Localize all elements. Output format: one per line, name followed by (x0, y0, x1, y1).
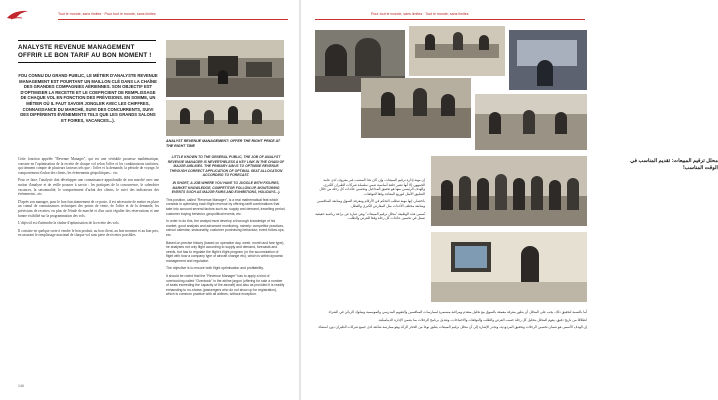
left-page (0, 0, 299, 400)
page-number: 146 (18, 384, 24, 388)
collage-photo-4 (361, 78, 471, 138)
english-lead: LITTLE KNOWN TO THE GENERAL PUBLIC, THE JOB OF ANALYST REVENUE MANAGER IS NEVERTHELESS A KEY LINK IN THE CHAIN OF MAJOR AIRLINES. THE PRIMARY AIM IS TO OPTIMISE REVENUE THROUGH CORRECT APPLICATION OF OPTIMAL SEAT ALLOCATION ACCORDING TO FORECAST. (167, 155, 285, 178)
arabic-paragraph: إن مهنة إدارة ترقيم المبيعات، وإن كان هذا المنصب غير معروف لدى عامة الجمهور، إلا أنها تعتبر حلقة أساسية ضمن سلسلة شركات الطيران الكبرى، والهدف الرئيسي منها هو تحقيق المداخيل وتحسين عائدات كل رحلة من خلال التطبيق الأمثل لتوزيع المقاعد وفقا للتوقعات. (319, 178, 425, 196)
arabic-paragraph: باختصار، إنها مهنة تتطلب التحكم في الأرقام ومعرفة السوق ومتابعة المنافسين ومتابعة مختلف الأحداث مثل المعارض الكبرى والعطل. (316, 199, 425, 208)
airline-logo-icon (6, 8, 30, 22)
arabic-paragraph: إن الهدف الأسمى هو ضمان تحسين الرحلات وتحقيق المردودية، وتجدر الإشارة إلى أن محلل ترقيم المبيعات يطبق نوعا من الحجز الزائد وهو ممارسة شائعة لدى جميع شركات الطيران دون استثناء. (317, 325, 587, 330)
arabic-body-column-2 (315, 310, 587, 333)
office-photo (166, 40, 284, 97)
group-photo (431, 156, 587, 226)
english-paragraph: In order to do this, the analyst must develop a thorough knowledge of his market, good analysis and advanced monitoring, namely: competitor practices, school calendar, seasonality, customer purchasing behaviour, event follow-ups, etc. (166, 219, 285, 237)
collage-photo-2 (409, 26, 505, 76)
english-lead: IN SHORT, A JOB WHERE YOU HAVE TO JUGGLE WITH FIGURES, MARKET KNOWLEDGE, COMPETITOR FOLLOW-UP, MONITORING EVENTS SUCH AS MAJOR FAIRS AND EXHIBITIONS, HOLIDAYS...). (171, 180, 281, 195)
french-paragraph: Il consiste en quelque sorte à vendre le bon produit, au bon client, au bon moment et au bon prix, en assurant le remplissage maximal de chaque vol sans perte de recettes possibles. (18, 228, 159, 238)
arabic-paragraph: تُسمى هذه الوظيفة "محلل ترقيم المبيعات" وهي عبارة عن براعة رياضية حقيقية تتمثل في تحسين عائدات كل رحلة وفقا للعرض والطلب. (315, 211, 425, 221)
french-body (18, 157, 159, 241)
header-rule (315, 19, 585, 20)
title-rule-top (18, 40, 156, 41)
french-paragraph: L'objectif est d'atteindre la chaîne d'optimisation de la recette des vols. (18, 221, 120, 226)
title-rule-bottom (18, 62, 156, 63)
photo-caption: ANALYST REVENUE MANAGEMENT: OFFER THE RIGHT PRICE AT THE RIGHT TIME (166, 139, 281, 148)
arabic-body-column-1 (315, 178, 425, 224)
arabic-paragraph: انطلاقا من تاريخ دقيق، يقوم المحلل بتحليل كل رحلة حسب العرض والطلب والتوقعات والاحتياجات، وتعديل برنامج الرحلات بما يضمن الإدارة الديناميكية. (377, 317, 587, 322)
english-paragraph: The objective is to ensure both flight optimisation and profitability. (166, 266, 264, 271)
article-title: ANALYSTE REVENUE MANAGEMENT OFFRIR LE BON TARIF AU BON MOMENT ! (18, 44, 152, 59)
running-head-left: Tout le monde, sans limites · Pour tout le monde, sans limites (58, 12, 156, 16)
english-paragraph: Based on precise history (based on operation day, week, month and fare type), he analyses not only flight according to supply and demand, forecasts and needs, but has to regulate the flight's flight program (or the accumulation of flight with how a company type of aircraft change etc), which is within dynamic management and regulation. (166, 240, 285, 263)
english-paragraph: It should be noted that the "Revenue Manager" has to apply a kind of overbooking called "Overbook" in the airline jargon (offering for sale a number of seats exceeding the capacity of the aircraft) and also as provided it is readily exhausting to no-shows (passengers who do not show up for registration), which is common practice with all airlines, without exception. (166, 274, 285, 297)
english-paragraph: This position, called "Revenue Manager", is a real mathematical feat which consists in optimizing each flight revenue by offering tariff combinations that take into account several factors such as: supply and demand, travelling period, customer buying behavior, geopolitical events, etc. (166, 197, 286, 216)
collage-photo-3 (509, 30, 587, 90)
collage-photo-5 (475, 94, 587, 150)
running-head-right: Pour tout le monde, sans limites · Tout le monde, sans limites (371, 12, 469, 16)
french-paragraph: Pour ce faire, l'analyste doit développer une connaissance approfondie de son marché avec une notion d'analyse et de veille pousser à savoir : les pratiques de la concurrence, le calendrier vacances, la saisonnalité, le comportement d'achat des clients, le suivi des indicateurs des événements...etc. (18, 178, 159, 197)
english-body (166, 155, 286, 300)
arabic-paragraph: أما بالنسبة لتحقيق ذلك، يجب على المحلل أن يطور معرفة معمقة بالسوق مع تحليل متقدم ومراقبة مستمرة لممارسات المنافسين والتقويم المدرسي والموسمية وسلوك الزبائن في الشراء. (327, 310, 587, 314)
team-photo (166, 100, 284, 136)
computer-photo (431, 232, 587, 302)
french-paragraph: D'après son manager, pour le bon fonctionnement de ce poste, il est nécessaire de mettre en place un cumul de connaissances techniques des points de vente, de l'offre et de la demande, les prévisions de recettes, en plus de l'étude de marché et d'un suivi régulier des réservations et une bonne visibilité sur la programmation des vols. (18, 199, 159, 218)
french-paragraph: Cette fonction appelée "Revenue Manager", qui est une véritable prouesse mathématique, consiste en l'optimisation de la recette de chaque vol selon l'offre et les combinaisons tarifaires, qui tiennent compte de plusieurs facteurs tels que : l'offre et la demande, la période de voyage, le comportement d'achat des clients, les événements géopolitiques... etc. (18, 157, 159, 175)
arabic-title: محلل ترقيم المبيعات: تقديم المناسب في الوقت المناسب! (630, 158, 718, 171)
lead-paragraph: FOU CONNU DU GRAND PUBLIC, LE MÉTIER D'ANALYSTE REVENUE MANAGEMENT EST POURTANT UN MAILLON CLÉ DANS LA CHAÎNE DES GRANDES COMPAGNIES AÉRIENNES. SON OBJECTIF EST D'OPTIMISER LA RECETTE ET LE COEFFICIENT DE REMPLISSAGE DE CHAQUE VOL EN FONCTION DES PRÉVISIONS. EN SOMME, UN MÉTIER OÙ IL FAUT SAVOIR JONGLER AVEC LES CHIFFRES, CONNAISSANCE DU MARCHÉ, SUIVI DES CONCURRENTS, SUIVI DES DIFFÉRENTS ÉVÉNEMENTS TELS QUE LES GRANDS SALONS ET FOIRES, VACANCES...). (18, 73, 158, 123)
header-rule (58, 19, 288, 20)
right-page (301, 0, 718, 400)
